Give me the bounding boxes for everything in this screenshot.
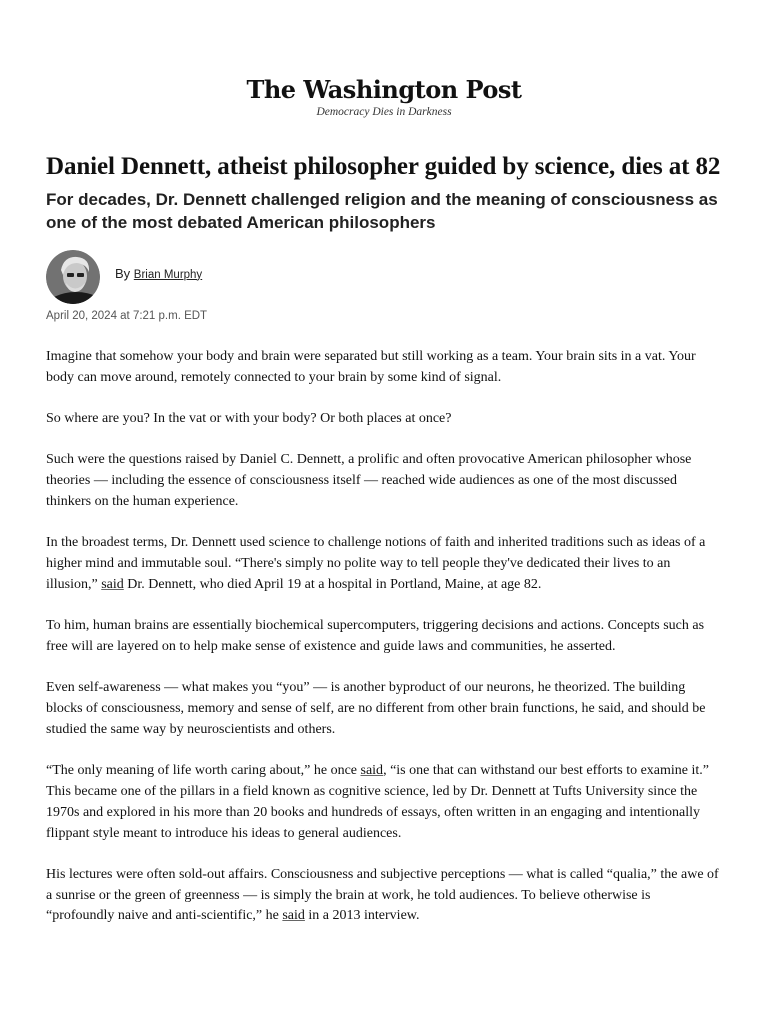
paragraph-4-text-a: In the broadest terms, Dr. Dennett used science to challenge notions of faith and inherited traditions such as ideas of a higher mind and immutable soul. “There's simply no polite way to tell people they've dedicated their lives to an illusion,” [46,535,706,592]
paragraph-8 [46,865,722,927]
paragraph-8-text-a: His lectures were often sold-out affairs. Consciousness and subjective perceptions — what is called “qualia,” the awe of a sunrise or the green of greenness — is simply the brain at work, he told audiences. To believe otherwise is “profoundly naive and anti-scientific,” he [46,866,719,924]
paragraph-3: Such were the questions raised by Daniel C. Dennett, a prolific and often provocative American philosopher whose theories — including the essence of consciousness itself — reached wide audiences as one of the most discussed thinkers on the human experience. [46,452,692,509]
paragraph-5: To him, human brains are essentially biochemical supercomputers, triggering decisions and actions. Concepts such as free will are layered on to help make sense of existence and guide laws and communities, he asserted. [46,618,705,654]
paragraph-2: So where are you? In the vat or with your body? Or both places at once? [46,411,452,427]
paragraph-6: Even self-awareness — what makes you “you” — is another byproduct of our neurons, he theorized. The building blocks of consciousness, memory and sense of self, are no different from other brain functions, he said, and should be studied the same way by neuroscientists and others. [46,680,706,737]
byline-prefix: By [115,265,131,281]
byline-text [115,266,202,281]
author-avatar[interactable] [46,250,100,304]
article-page [46,0,722,927]
paragraph-1: Imagine that somehow your body and brain were separated but still working as a team. Your brain sits in a vat. Your body can move around, remotely connected to your brain by some kind of signal. [46,349,696,385]
washington-post-logo[interactable]: The Washington Post [246,75,522,104]
article-headline: Daniel Dennett, atheist philosopher guided by science, dies at 82 [46,153,721,180]
said-link-1[interactable]: said [101,576,124,592]
paragraph-7 [46,761,722,844]
paragraph-8-text-b: in a 2013 interview. [308,908,420,924]
said-link-3[interactable]: said [282,908,305,924]
paragraph-7-text-a: “The only meaning of life worth caring about,” he once [46,763,357,779]
author-photo-icon [46,250,100,304]
author-link[interactable]: Brian Murphy [133,268,203,281]
article-body [46,347,722,927]
paragraph-4-text-b: Dr. Dennett, who died April 19 at a hospital in Portland, Maine, at age 82. [127,576,542,592]
said-link-2[interactable]: said [360,763,384,779]
byline [46,250,722,304]
publish-date: April 20, 2024 at 7:21 p.m. EDT [46,310,208,322]
masthead [46,76,722,119]
paragraph-4 [46,533,722,595]
masthead-tagline: Democracy Dies in Darkness [316,106,452,118]
article-subheadline: For decades, Dr. Dennett challenged religion and the meaning of consciousness as one of the most debated American philosophers [46,190,718,232]
paragraph-7-text-b: , “is one that can withstand our best efforts to examine it.” This became one of the pillars in a field known as cognitive science, led by Dr. Dennett at Tufts University since the 1970s and explored in his more than 20 books and hundreds of essays, often written in an engaging and intentionally flippant style meant to introduce his ideas to general audiences. [46,763,709,841]
